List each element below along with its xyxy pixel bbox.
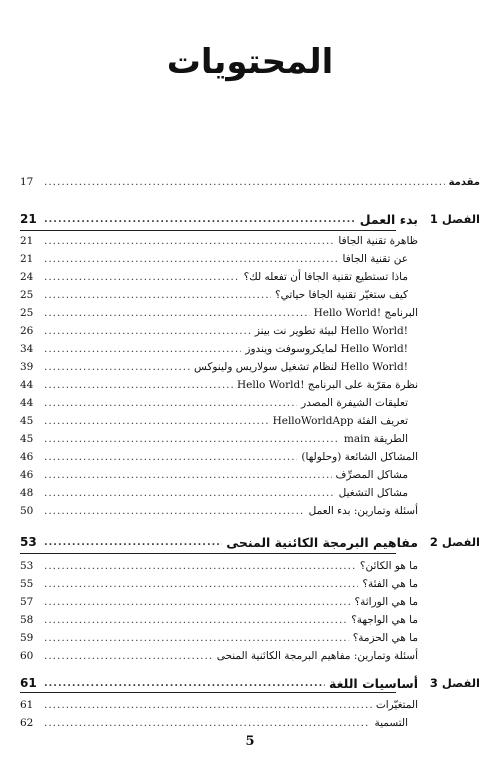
toc-entry-text: كيف ستغيّر تقنية الجافا حياتي؟ [275, 289, 408, 301]
toc-page-number: 24 [20, 271, 34, 283]
toc-page-number: 44 [20, 379, 34, 391]
dot-leader [44, 503, 305, 520]
toc-entry-row [20, 287, 480, 304]
toc-entry-row [20, 594, 480, 611]
dot-leader [44, 233, 334, 250]
toc-page-number: 34 [20, 343, 34, 355]
toc-page-number: 61 [20, 676, 37, 690]
toc-entry-row [20, 251, 480, 268]
dot-leader [44, 715, 370, 732]
toc-entry-text: ما هي الحزمة؟ [352, 632, 418, 644]
dot-leader [44, 210, 356, 229]
toc-entry-text: ما هي الوراثة؟ [354, 596, 418, 608]
toc-entry-text: المتغيّرات [375, 699, 418, 711]
toc-entry-text: مقدمة [448, 177, 480, 188]
toc-intro [20, 174, 480, 191]
toc-entry-text: بدء العمل [359, 212, 418, 227]
toc-entry-row [20, 269, 480, 286]
dot-leader [44, 558, 356, 575]
toc-entry-text: أسئلة وتمارين: مفاهيم البرمجة الكائنية المنحى [216, 650, 418, 662]
toc-entry [44, 251, 408, 268]
toc-entry-text: البرنامج !Hello World [313, 307, 418, 319]
toc-page-number: 21 [20, 235, 34, 247]
toc-entry-row [20, 715, 480, 732]
toc-entry [44, 341, 408, 358]
toc-page-number: 21 [20, 212, 37, 226]
toc-page-number: 53 [20, 535, 37, 549]
dot-leader [44, 287, 271, 304]
dot-leader [44, 174, 445, 191]
toc-page-number: 53 [20, 560, 34, 572]
toc-page-number: 59 [20, 632, 34, 644]
toc-chapter [20, 674, 480, 693]
toc-entry-row [20, 305, 480, 322]
toc-entry-text: ما هي الفئة؟ [362, 578, 418, 590]
toc-entry [44, 612, 418, 629]
toc-entry-text: تعليقات الشيفرة المصدر [301, 397, 408, 409]
toc-entry-row [20, 467, 480, 484]
toc-entry [44, 594, 418, 611]
chapter-label: الفصل 3 [429, 676, 480, 690]
dot-leader [44, 533, 222, 552]
dot-leader [44, 485, 335, 502]
toc-entry [44, 395, 408, 412]
dot-leader [44, 413, 269, 430]
dot-leader [44, 431, 340, 448]
dot-leader [44, 377, 233, 394]
toc-entry-row [20, 558, 480, 575]
toc-entry [44, 558, 418, 575]
toc-entry-row [20, 359, 480, 376]
toc-entry [44, 533, 418, 552]
toc-entry-row [20, 431, 480, 448]
toc-entry [44, 485, 408, 502]
toc-entry-text: مفاهيم البرمجة الكائنية المنحى [226, 535, 418, 550]
toc-entry [44, 413, 408, 430]
toc-entry-row [20, 648, 480, 665]
toc-page-number: 45 [20, 415, 34, 427]
toc-entry-text: عن تقنية الجافا [342, 253, 408, 265]
toc-page-number: 39 [20, 361, 34, 373]
toc-entry [44, 287, 408, 304]
toc-entry-row [20, 630, 480, 647]
dot-leader [44, 305, 310, 322]
toc-entry [44, 697, 418, 714]
toc-entry-text: ماذا تستطيع تقنية الجافا أن تفعله لك؟ [243, 271, 408, 283]
toc-entry-text: !Hello World لمايكروسوفت ويندوز [245, 343, 408, 355]
toc-entry-text: أسئلة وتمارين: بدء العمل [308, 505, 418, 517]
toc-page-number: 48 [20, 487, 34, 499]
toc-entry-row [20, 233, 480, 250]
toc-page-number: 46 [20, 451, 34, 463]
toc-page-number: 58 [20, 614, 34, 626]
toc-entry-text: نظرة مقرّبة على البرنامج !Hello World [236, 379, 418, 391]
dot-leader [44, 467, 332, 484]
toc-entry-text: تعريف الفئة HelloWorldApp [272, 415, 408, 427]
chapter-label: الفصل 2 [429, 535, 480, 549]
toc-page-number: 26 [20, 325, 34, 337]
toc-entry [44, 174, 480, 191]
toc-entry-text: الطريقة main [343, 433, 408, 445]
toc-page-number: 46 [20, 469, 34, 481]
toc-page-number: 45 [20, 433, 34, 445]
toc-chapter [20, 533, 480, 552]
toc-entry-text: ما هي الواجهة؟ [351, 614, 418, 626]
toc-page-number: 57 [20, 596, 34, 608]
toc-page-number: 61 [20, 699, 34, 711]
toc-entry-text: !Hello World لبيئة تطوير نت بينز [254, 325, 408, 337]
dot-leader [44, 449, 297, 466]
dot-leader [44, 395, 297, 412]
chapter-divider [20, 553, 396, 554]
toc-entry-text: التسمية [374, 717, 408, 729]
toc-page-number: 17 [20, 176, 34, 188]
toc-page-number: 25 [20, 307, 34, 319]
toc-entry-row [20, 697, 480, 714]
dot-leader [44, 323, 251, 340]
toc-entry [44, 210, 418, 229]
toc-entry-text: مشاكل التشغيل [338, 487, 408, 499]
toc-entry [44, 576, 418, 593]
toc-entry-row [20, 449, 480, 466]
toc-entry [44, 305, 418, 322]
toc-entry-row [20, 485, 480, 502]
toc-chapter [20, 210, 480, 229]
toc-entry-row [20, 377, 480, 394]
toc-entry [44, 503, 418, 520]
toc-entry-text: أساسيات اللغة [329, 676, 418, 691]
chapter-divider [20, 692, 396, 693]
toc-entry-text: ظاهرة تقنية الجافا [338, 235, 418, 247]
toc-entry-row [20, 341, 480, 358]
toc-entry-text: ما هو الكائن؟ [359, 560, 418, 572]
toc-entry [44, 359, 408, 376]
toc-entry-row [20, 503, 480, 520]
toc-page-number: 21 [20, 253, 34, 265]
dot-leader [44, 630, 349, 647]
toc-entry [44, 233, 418, 250]
dot-leader [44, 648, 213, 665]
toc-entry [44, 467, 408, 484]
dot-leader [44, 269, 240, 286]
toc-entry-text: المشاكل الشائعة (وحلولها) [301, 451, 418, 463]
page-number: 5 [245, 734, 255, 749]
toc-page-number: 50 [20, 505, 34, 517]
dot-leader [44, 594, 351, 611]
toc-entry [44, 674, 418, 693]
toc-entry [44, 431, 408, 448]
toc-entry-row [20, 323, 480, 340]
toc-page-number: 55 [20, 578, 34, 590]
toc-page-number: 60 [20, 650, 34, 662]
toc-entry-row [20, 395, 480, 412]
toc-entry-text: مشاكل المصرِّف [335, 469, 408, 481]
toc-entry-row [20, 576, 480, 593]
toc-entry [44, 715, 408, 732]
dot-leader [44, 251, 339, 268]
toc-entry [44, 449, 418, 466]
toc-page-number: 25 [20, 289, 34, 301]
toc-entry [44, 630, 418, 647]
toc-entry-text: !Hello World لنظام تشغيل سولاريس ولينوكس [194, 361, 408, 373]
toc-entry [44, 377, 418, 394]
dot-leader [44, 341, 241, 358]
dot-leader [44, 359, 190, 376]
toc-page-number: 44 [20, 397, 34, 409]
dot-leader [44, 674, 325, 693]
page-title: المحتويات [166, 42, 334, 82]
dot-leader [44, 697, 372, 714]
dot-leader [44, 576, 358, 593]
toc-entry-row [20, 612, 480, 629]
chapter-divider [20, 230, 396, 231]
dot-leader [44, 612, 347, 629]
toc-entry-row [20, 413, 480, 430]
toc-page-number: 62 [20, 717, 34, 729]
toc-entry [44, 269, 408, 286]
chapter-label: الفصل 1 [429, 212, 480, 226]
toc-entry [44, 648, 418, 665]
toc-entry [44, 323, 408, 340]
